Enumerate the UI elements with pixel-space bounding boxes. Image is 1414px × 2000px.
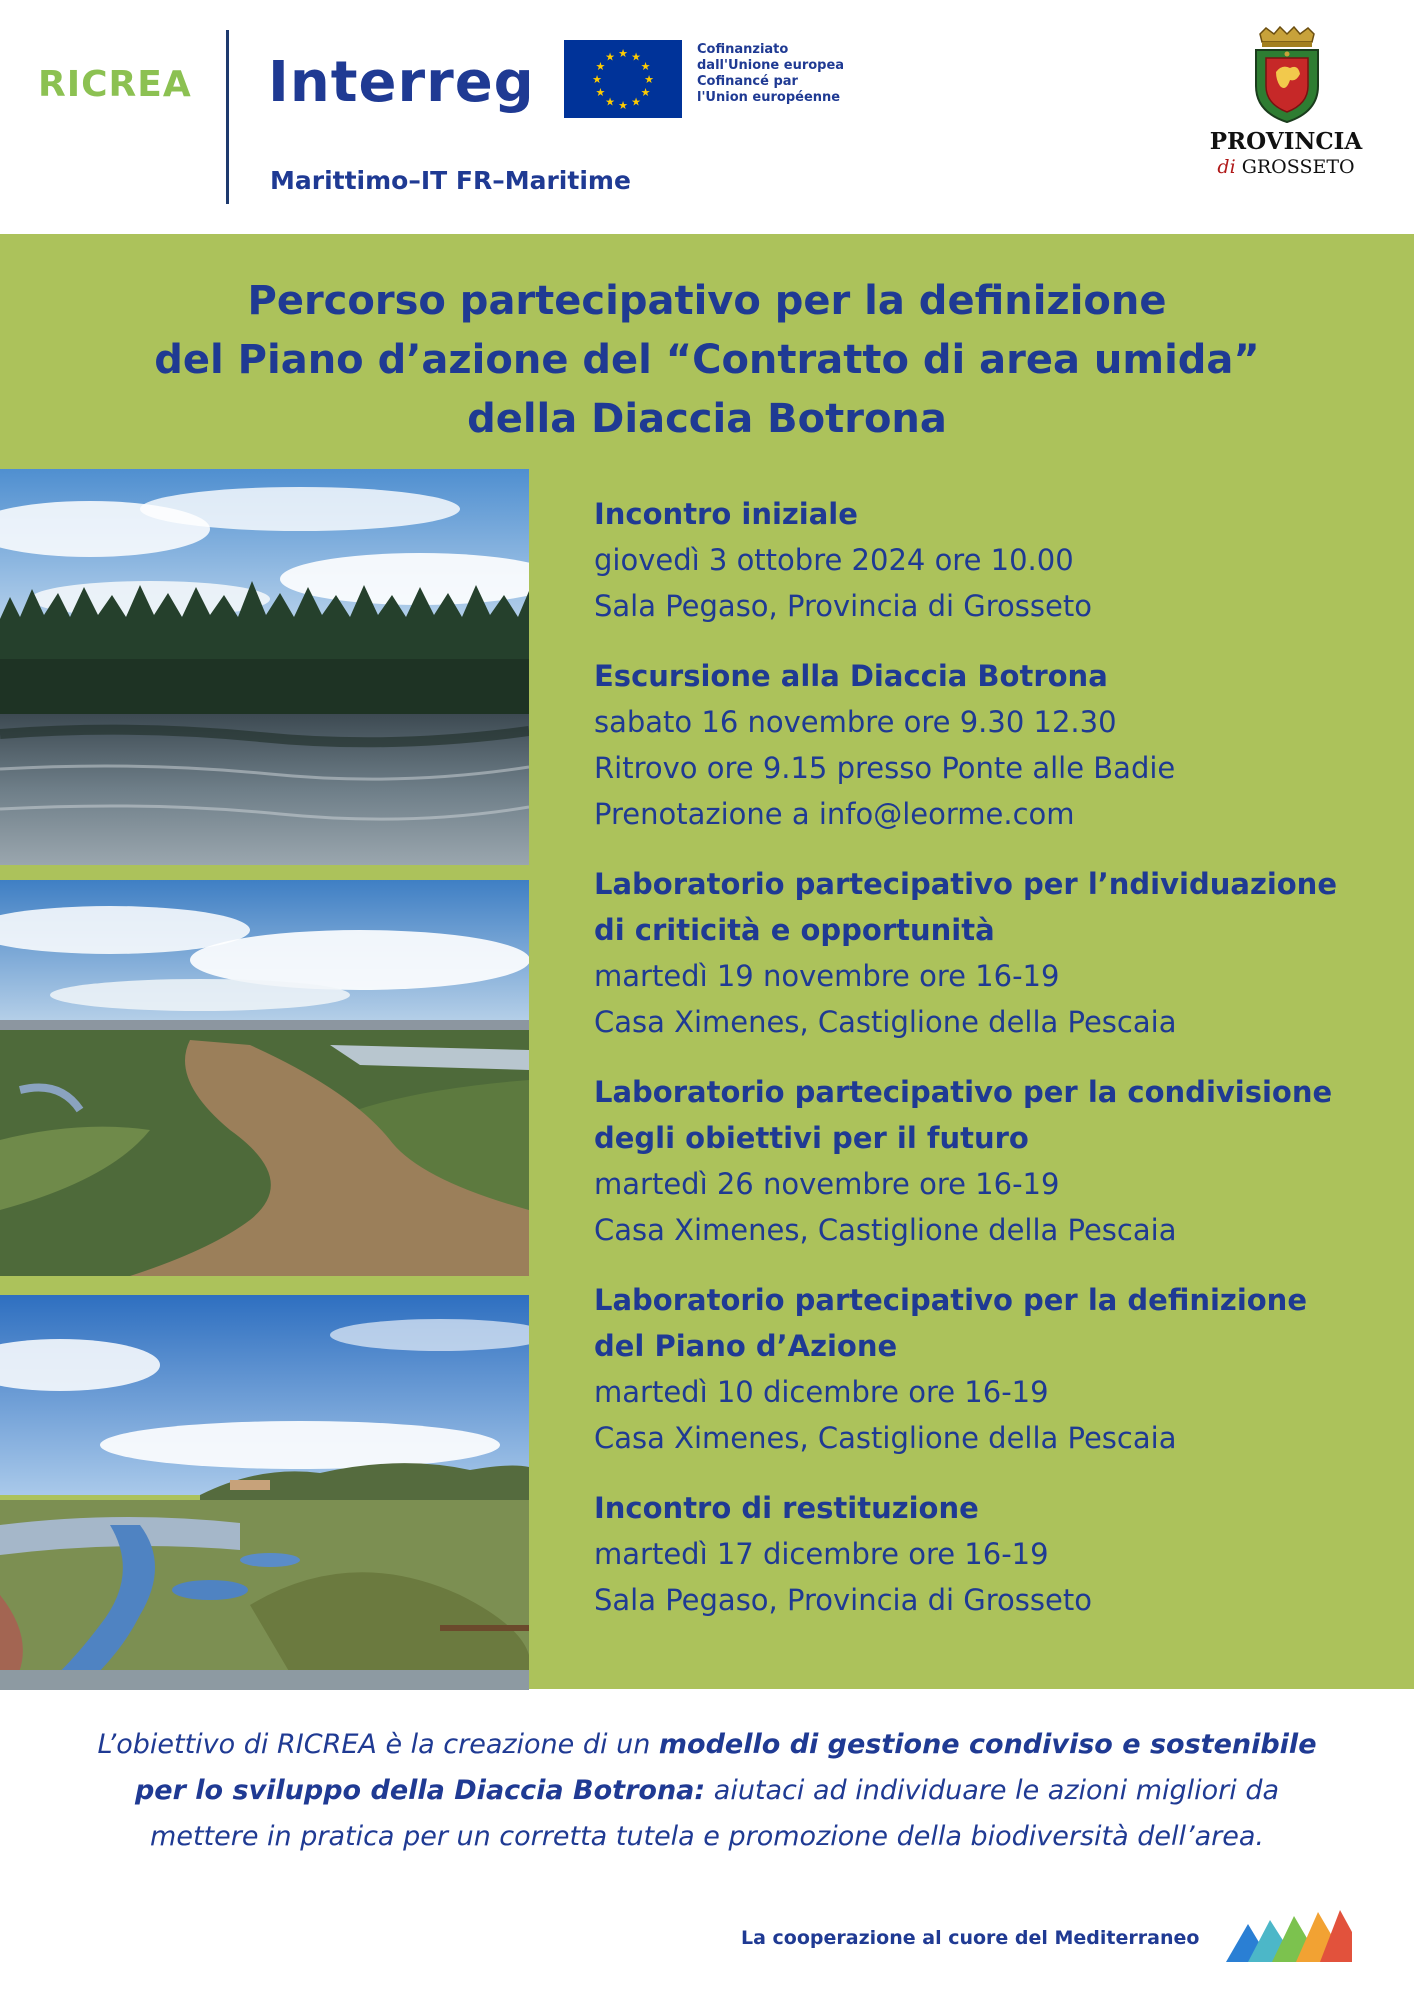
event-title-line2: di criticità e opportunità: [594, 913, 995, 947]
provincia-name: GROSSETO: [1241, 156, 1355, 178]
eu-star-icon: ★: [605, 50, 615, 64]
event-item: [594, 1485, 1384, 1623]
event-date: martedì 26 novembre ore 16-19: [594, 1167, 1060, 1201]
provincia-title: PROVINCIA: [1209, 128, 1363, 155]
eu-star-icon: ★: [631, 50, 641, 64]
goal-line: [40, 1768, 1374, 1814]
event-date: martedì 19 novembre ore 16-19: [594, 959, 1060, 993]
photo-reeds-water: [0, 469, 529, 865]
eu-cofunding-line: Cofinancé par: [697, 74, 798, 89]
goal-highlight: per lo sviluppo della Diaccia Botrona:: [134, 1775, 706, 1806]
event-booking: Prenotazione a info@leorme.com: [594, 797, 1075, 831]
goal-line: [40, 1722, 1374, 1768]
event-place: Sala Pegaso, Provincia di Grosseto: [594, 1583, 1092, 1617]
eu-star-icon: ★: [618, 99, 628, 112]
coat-of-arms-icon: [1246, 26, 1328, 126]
event-item: [594, 1069, 1384, 1253]
eu-cofunding-text: [697, 42, 844, 106]
goal-line: mettere in pratica per un corretta tutela e promozione della biodiversità dell’area.: [150, 1821, 1264, 1852]
event-title: Incontro di restituzione: [594, 1491, 979, 1525]
eu-cofunding-line: dall'Unione europea: [697, 58, 845, 73]
eu-star-icon: ★: [631, 95, 641, 109]
event-date: sabato 16 novembre ore 9.30 12.30: [594, 705, 1117, 739]
interreg-waves-icon: [1226, 1906, 1352, 1962]
event-date: martedì 17 dicembre ore 16-19: [594, 1537, 1049, 1571]
event-title: Escursione alla Diaccia Botrona: [594, 659, 1108, 693]
event-item: [594, 1277, 1384, 1461]
event-place: Sala Pegaso, Provincia di Grosseto: [594, 589, 1092, 623]
eu-star-icon: ★: [592, 73, 602, 86]
eu-star-icon: ★: [640, 60, 651, 73]
events-list: [594, 491, 1384, 1647]
event-item: [594, 653, 1384, 837]
event-title: Laboratorio partecipativo per l’ndividuazione: [594, 867, 1337, 901]
header: [0, 0, 1414, 234]
provincia-di: di: [1217, 156, 1236, 178]
page-title: [40, 272, 1374, 449]
title-line: Percorso partecipativo per la definizione: [247, 278, 1167, 324]
goal-highlight: modello di gestione condiviso e sostenibile: [658, 1729, 1317, 1760]
event-title-line2: del Piano d’Azione: [594, 1329, 898, 1363]
eu-star-icon: ★: [618, 47, 628, 60]
eu-star-icon: ★: [595, 60, 606, 73]
interreg-logo: Interreg: [268, 50, 535, 115]
eu-cofunding-line: Cofinanziato: [697, 42, 789, 57]
header-divider: [226, 30, 229, 204]
event-title: Incontro iniziale: [594, 497, 858, 531]
event-title-line2: degli obiettivi per il futuro: [594, 1121, 1029, 1155]
event-place: Casa Ximenes, Castiglione della Pescaia: [594, 1005, 1177, 1039]
event-title: Laboratorio partecipativo per la definizione: [594, 1283, 1307, 1317]
title-line: del Piano d’azione del “Contratto di area umida”: [154, 337, 1260, 383]
event-item: [594, 861, 1384, 1045]
eu-star-icon: ★: [605, 95, 615, 109]
provincia-subtitle: [1196, 156, 1376, 178]
ricrea-logo: RICREA: [38, 64, 192, 105]
title-line: della Diaccia Botrona: [467, 396, 947, 442]
goal-text: aiutaci ad individuare le azioni migliori da: [705, 1775, 1280, 1806]
eu-star-icon: ★: [644, 73, 654, 86]
cooperation-slogan: La cooperazione al cuore del Mediterraneo: [741, 1927, 1200, 1949]
programme-name: Marittimo–IT FR–Maritime: [270, 166, 631, 195]
eu-star-icon: ★: [595, 86, 606, 99]
event-item: [594, 491, 1384, 629]
goal-text: L’obiettivo di RICREA è la creazione di un: [97, 1729, 659, 1760]
eu-star-icon: ★: [640, 86, 651, 99]
photo-river-marsh: [0, 880, 529, 1276]
event-place: Casa Ximenes, Castiglione della Pescaia: [594, 1213, 1177, 1247]
event-meeting-point: Ritrovo ore 9.15 presso Ponte alle Badie: [594, 751, 1176, 785]
project-goal-text: [40, 1722, 1374, 1860]
event-date: giovedì 3 ottobre 2024 ore 10.00: [594, 543, 1074, 577]
event-title: Laboratorio partecipativo per la condivisione: [594, 1075, 1333, 1109]
photo-lagoon-hills: [0, 1295, 529, 1690]
event-place: Casa Ximenes, Castiglione della Pescaia: [594, 1421, 1177, 1455]
eu-flag-icon: [564, 40, 682, 118]
event-date: martedì 10 dicembre ore 16-19: [594, 1375, 1049, 1409]
eu-cofunding-line: l'Union européenne: [697, 90, 841, 105]
